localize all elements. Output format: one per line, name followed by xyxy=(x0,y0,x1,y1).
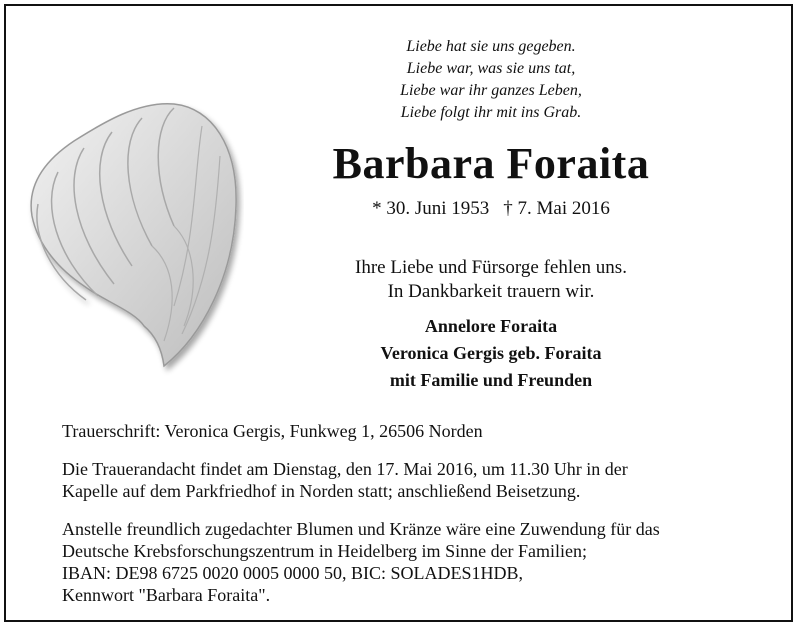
poem-line: Liebe war ihr ganzes Leben, xyxy=(400,82,582,99)
service-info xyxy=(62,458,782,502)
mourning-address xyxy=(62,420,782,442)
service-line: Die Trauerandacht findet am Dienstag, den 17. Mai 2016, um 11.30 Uhr in der xyxy=(62,459,628,479)
signers xyxy=(296,313,686,394)
donation-info xyxy=(62,518,782,606)
signer-line: Veronica Gergis geb. Foraita xyxy=(380,343,602,363)
signer-line: mit Familie und Freunden xyxy=(389,370,593,390)
death-date: † 7. Mai 2016 xyxy=(503,198,610,219)
poem-line: Liebe folgt ihr mit ins Grab. xyxy=(400,104,582,121)
birth-date: * 30. Juni 1953 xyxy=(372,198,490,219)
deceased-name: Barbara Foraita xyxy=(332,139,650,188)
poem-line: Liebe war, was sie uns tat, xyxy=(406,60,576,77)
donation-line: Anstelle freundlich zugedachter Blumen und Kränze wäre eine Zuwendung für das xyxy=(62,519,660,539)
address-line: Trauerschrift: Veronica Gergis, Funkweg 1, 26506 Norden xyxy=(62,421,483,441)
donation-line: Kennwort "Barbara Foraita". xyxy=(62,585,271,605)
obituary-frame xyxy=(4,4,793,622)
service-line: Kapelle auf dem Parkfriedhof in Norden statt; anschließend Beisetzung. xyxy=(62,481,581,501)
life-dates xyxy=(306,197,676,221)
poem-line: Liebe hat sie uns gegeben. xyxy=(406,38,576,55)
angel-wing-icon xyxy=(24,86,244,376)
donation-line: Deutsche Krebsforschungszentrum in Heidelberg im Sinne der Familien; xyxy=(62,541,588,561)
signer-line: Annelore Foraita xyxy=(424,316,558,336)
poem xyxy=(306,36,676,124)
donation-line: IBAN: DE98 6725 0020 0005 0000 50, BIC: SOLADES1HDB, xyxy=(62,563,524,583)
mourning-line: In Dankbarkeit trauern wir. xyxy=(387,281,595,302)
mourning-line: Ihre Liebe und Fürsorge fehlen uns. xyxy=(355,257,627,278)
mourning-text xyxy=(296,256,686,304)
